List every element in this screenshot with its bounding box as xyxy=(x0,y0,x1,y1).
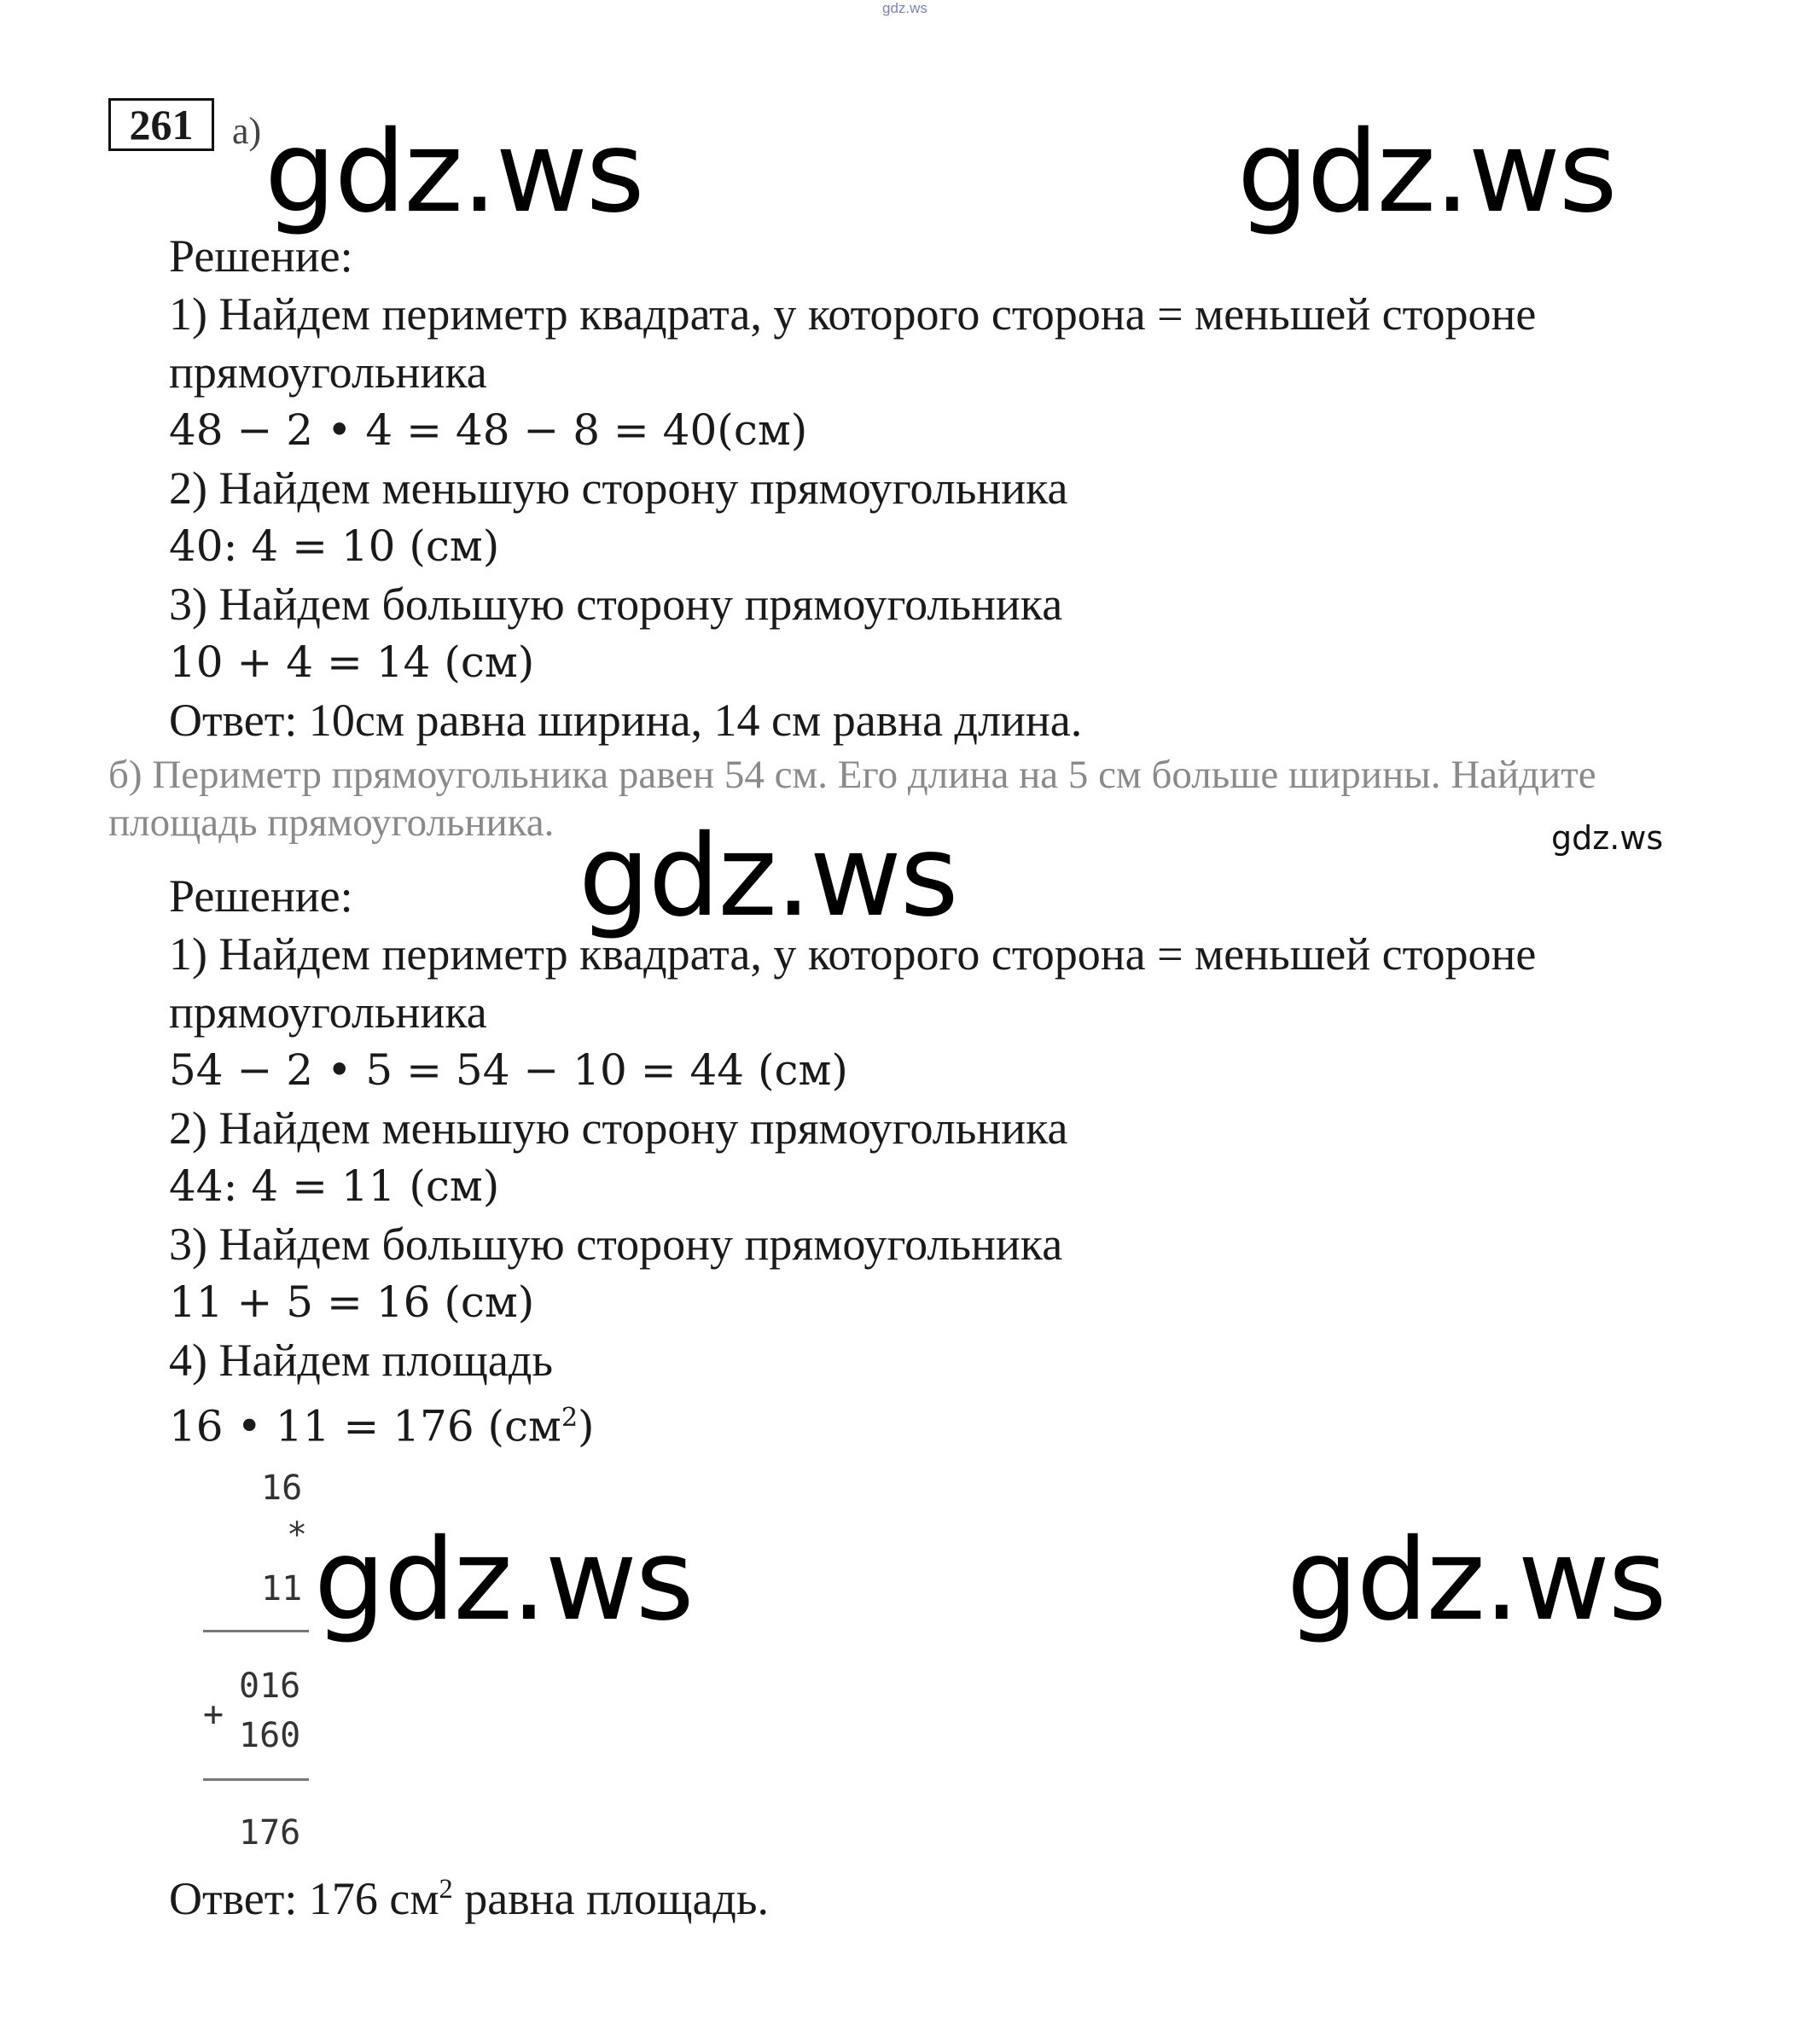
watermark-logo: gdz.ws xyxy=(265,107,643,238)
solution-b-step1-line1: 1) Найдем периметр квадрата, у которого сторона = меньшей стороне xyxy=(169,928,1537,980)
watermark-logo-small: gdz.ws xyxy=(1551,819,1664,857)
column-partial-2: 160 xyxy=(239,1716,301,1755)
site-mark: gdz.ws xyxy=(882,0,927,16)
answer-main: Ответ: 176 см xyxy=(169,1873,439,1924)
column-rule-1 xyxy=(203,1630,309,1632)
watermark-logo: gdz.ws xyxy=(579,811,957,942)
watermark-logo: gdz.ws xyxy=(314,1515,693,1646)
solution-a-step1-line1: 1) Найдем периметр квадрата, у которого сторона = меньшей стороне xyxy=(169,288,1537,340)
solution-a-calc2: 40: 4 = 10 (см) xyxy=(169,521,500,571)
solution-b-step3: 3) Найдем большую сторону прямоугольника xyxy=(169,1219,1063,1270)
solution-b-answer xyxy=(169,1860,769,1928)
solution-a-calc1: 48 − 2 • 4 = 48 − 8 = 40(см) xyxy=(169,405,808,455)
answer-superscript: 2 xyxy=(439,1874,453,1905)
solution-b-calc2: 44: 4 = 11 (см) xyxy=(169,1161,500,1211)
solution-b-calc4 xyxy=(169,1389,595,1456)
calc4-main: 16 • 11 = 176 (см xyxy=(169,1401,561,1451)
solution-a-step2: 2) Найдем меньшую сторону прямоугольника xyxy=(169,462,1068,514)
column-operator: * xyxy=(287,1515,308,1555)
solution-b-heading: Решение: xyxy=(169,870,353,922)
column-result: 176 xyxy=(239,1813,301,1853)
solution-b-step1-line2: прямоугольника xyxy=(169,986,487,1038)
part-a-label: а) xyxy=(232,110,262,152)
calc4-superscript: 2 xyxy=(561,1403,579,1433)
solution-b-step2: 2) Найдем меньшую сторону прямоугольника xyxy=(169,1102,1068,1154)
watermark-logo: gdz.ws xyxy=(1237,107,1616,238)
solution-a-answer: Ответ: 10см равна ширина, 14 см равна длина. xyxy=(169,695,1083,746)
column-multiplier: 11 xyxy=(261,1569,303,1608)
column-partial-1: 016 xyxy=(239,1667,301,1706)
column-plus: + xyxy=(203,1695,224,1734)
column-multiplicand: 16 xyxy=(261,1469,303,1508)
problem-b-line2: площадь прямоугольника. xyxy=(108,800,555,845)
problem-b-line1: б) Периметр прямоугольника равен 54 см. Его длина на 5 см больше ширины. Найдите xyxy=(108,753,1596,797)
solution-b-calc1: 54 − 2 • 5 = 54 − 10 = 44 (см) xyxy=(169,1045,848,1095)
solution-a-step1-line2: прямоугольника xyxy=(169,346,487,398)
solution-a-heading: Решение: xyxy=(169,230,353,282)
solution-b-calc3: 11 + 5 = 16 (см) xyxy=(169,1277,535,1327)
task-number-box: 261 xyxy=(108,98,214,151)
answer-end: равна площадь. xyxy=(452,1873,770,1924)
watermark-logo: gdz.ws xyxy=(1287,1515,1666,1646)
calc4-end: ) xyxy=(578,1401,595,1451)
solution-a-calc3: 10 + 4 = 14 (см) xyxy=(169,637,535,687)
column-rule-2 xyxy=(203,1778,309,1781)
solution-b-step4: 4) Найдем площадь xyxy=(169,1335,553,1386)
solution-a-step3: 3) Найдем большую сторону прямоугольника xyxy=(169,579,1063,630)
